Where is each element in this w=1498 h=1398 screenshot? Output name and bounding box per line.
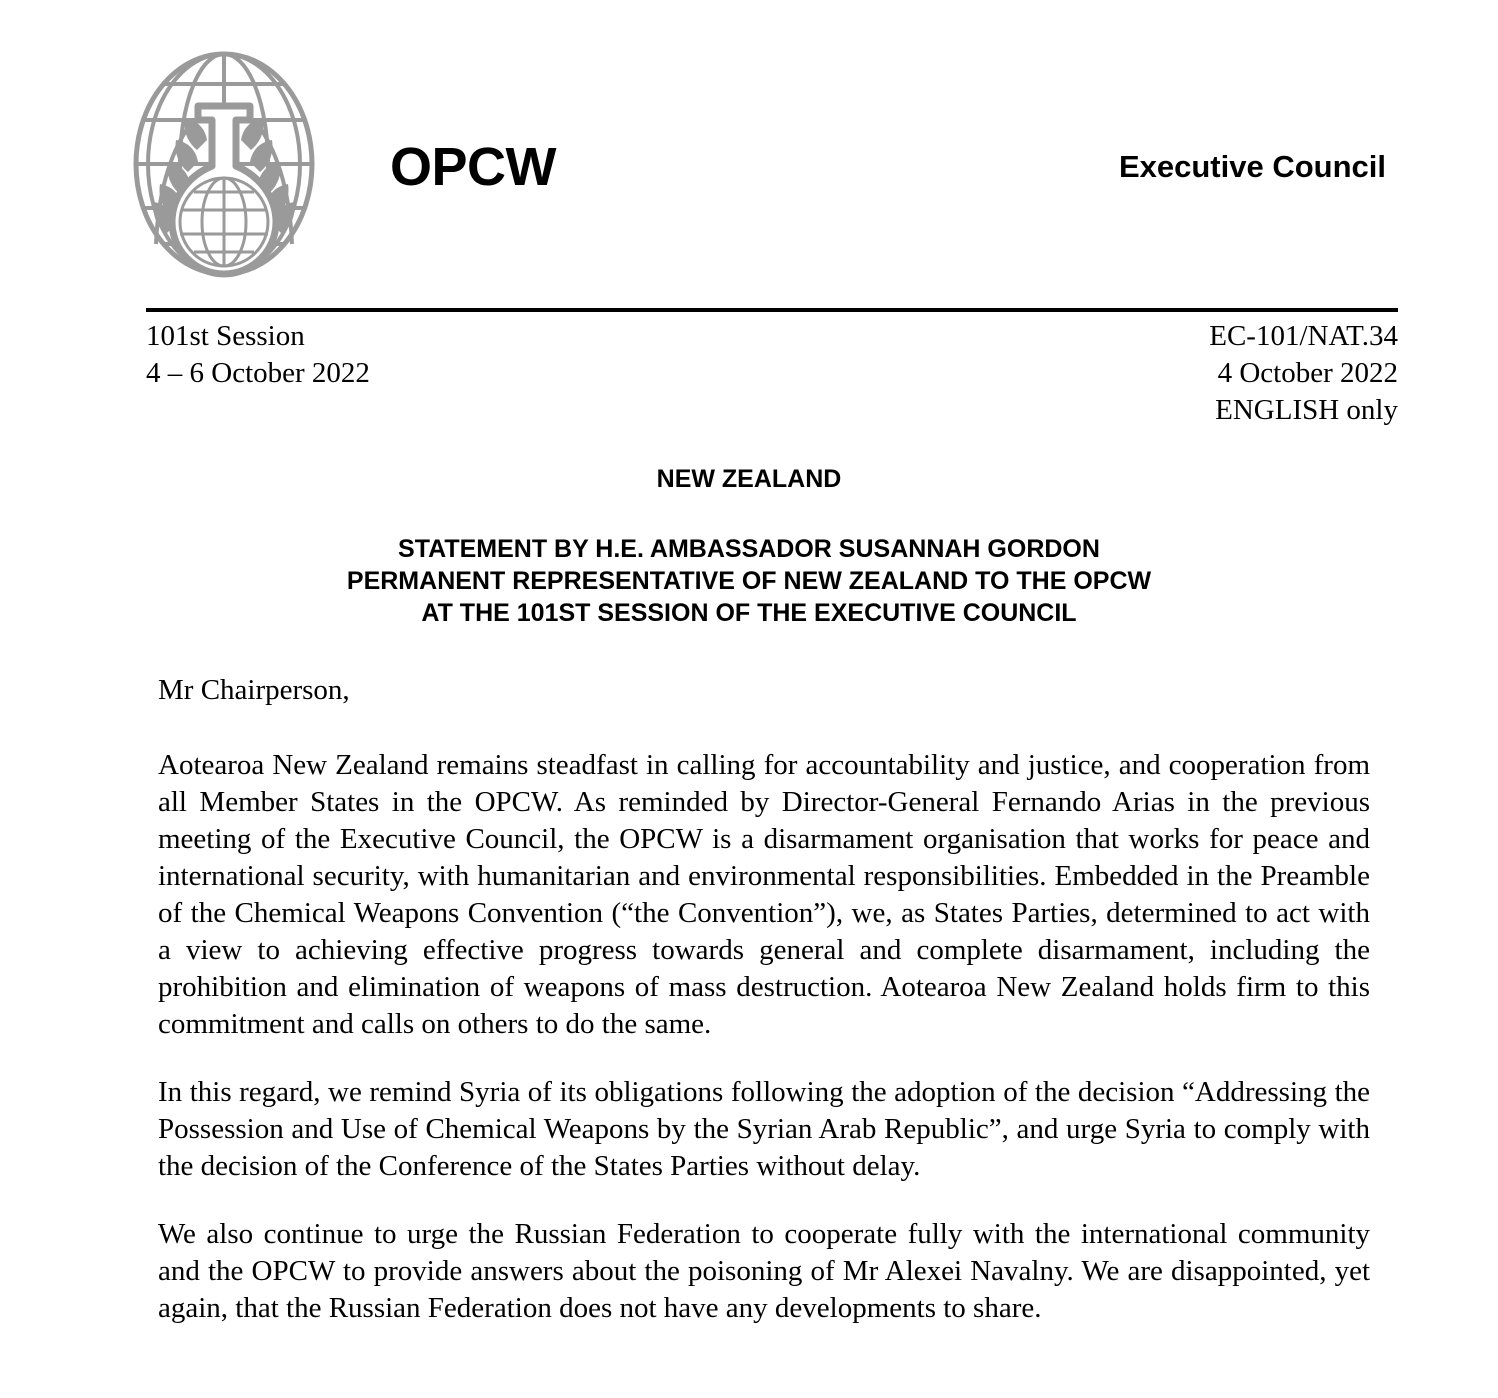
statement-title-line: PERMANENT REPRESENTATIVE OF NEW ZEALAND TO THE OPCW (346, 567, 1152, 595)
session-dates: 4 – 6 October 2022 (146, 357, 370, 389)
session-meta-left (146, 318, 370, 392)
body-paragraph: We also continue to urge the Russian Federation to cooperate fully with the international community and the OPCW to provide answers about the poisoning of Mr Alexei Navalny. We are disappointed, yet again, that the Russian Federation does not have any developments to share. (158, 1218, 1370, 1324)
organ-title: Executive Council (1118, 149, 1386, 184)
opcw-wordmark: OPCW (390, 137, 556, 197)
document-date: 4 October 2022 (1217, 357, 1398, 389)
statement-title-line: STATEMENT BY H.E. AMBASSADOR SUSANNAH GORDON (398, 535, 1100, 563)
body-paragraph: Aotearoa New Zealand remains steadfast in calling for accountability and justice, and cooperation from all Member States in the OPCW. As reminded by Director-General Fernando Arias in the previous meeting of the Executive Council, the OPCW is a disarmament organisation that works for peace and international security, with humanitarian and environmental responsibilities. Embedded in the Preamble of the Chemical Weapons Convention (“the Convention”), we, as States Parties, determined to act with a view to achieving effective progress towards general and complete disarmament, including the prohibition and elimination of weapons of mass destruction. Aotearoa New Zealand holds firm to this commitment and calls on others to do the same. (158, 749, 1370, 1040)
document-masthead (0, 0, 1498, 300)
statement-title (0, 533, 1498, 629)
document-symbol: EC-101/NAT.34 (1209, 320, 1398, 352)
statement-body (158, 672, 1370, 1327)
body-paragraph: In this regard, we remind Syria of its obligations following the adoption of the decision “Addressing the Possession and Use of Chemical Weapons by the Syrian Arab Republic”, and urge Syria to comply with the decision of the Conference of the States Parties without delay. (158, 1076, 1370, 1182)
salutation: Mr Chairperson, (158, 674, 350, 706)
country-heading: NEW ZEALAND (656, 465, 842, 493)
opcw-emblem-icon (128, 48, 320, 280)
session-meta-right (1209, 318, 1398, 429)
session-number: 101st Session (146, 320, 305, 352)
statement-title-line: AT THE 101ST SESSION OF THE EXECUTIVE COUNCIL (421, 599, 1077, 627)
header-divider (146, 308, 1398, 312)
session-meta-block (146, 318, 1398, 429)
document-language: ENGLISH only (1215, 394, 1398, 426)
